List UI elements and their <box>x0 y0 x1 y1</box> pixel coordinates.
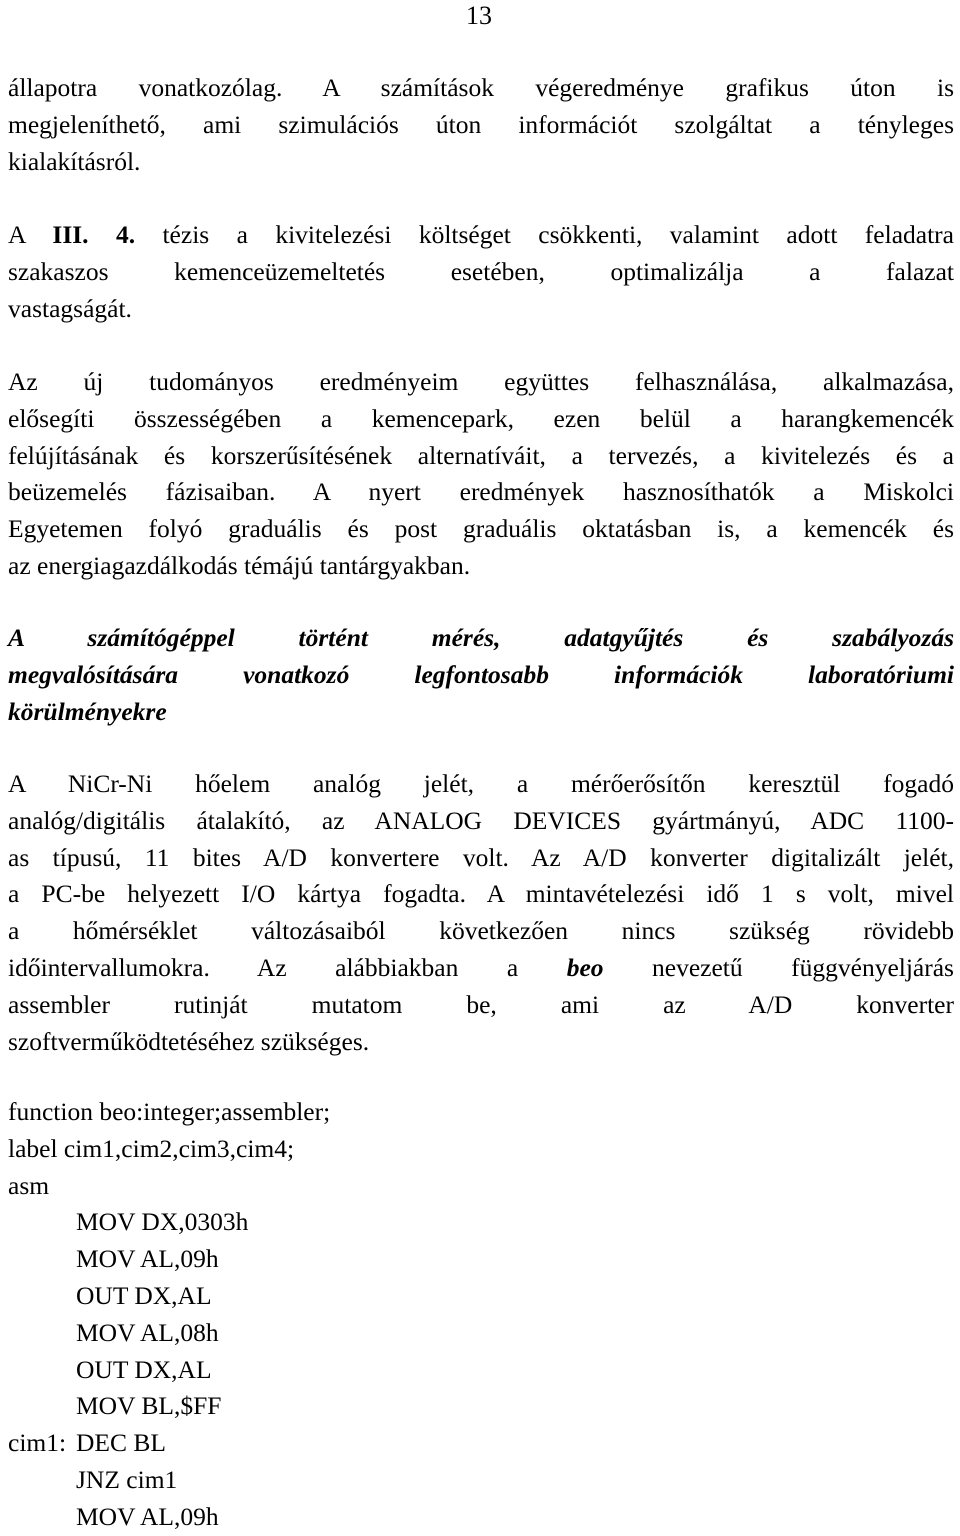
text-line: kialakításról. <box>8 146 141 176</box>
code-line: OUT DX,AL <box>76 1354 212 1384</box>
code-line: MOV AL,09h <box>76 1244 219 1274</box>
paragraph-thesis <box>8 217 954 327</box>
text-segment: A <box>8 220 53 249</box>
code-label: cim1: <box>8 1428 67 1458</box>
text-line: a PC-be helyezett I/O kártya fogadta. A mintavételezési idő 1 s volt, mivel <box>8 879 954 909</box>
text-line: A NiCr-Ni hőelem analóg jelét, a mérőerősítőn keresztül fogadó <box>8 769 954 798</box>
text-line: felújításának és korszerűsítésének alternatíváit, a tervezés, a kivitelezés és a <box>8 440 954 470</box>
code-line <box>8 1425 330 1462</box>
page-number: 13 <box>466 1 492 30</box>
text-segment: nevezetű függvényeljárás <box>603 952 954 982</box>
code-line: MOV BL,$FF <box>76 1391 222 1421</box>
code-listing <box>8 1094 330 1536</box>
text-line: analóg/digitális átalakító, az ANALOG DEVICES gyártmányú, ADC 1100- <box>8 805 954 835</box>
code-line: OUT DX,AL <box>76 1280 212 1310</box>
text-segment: tézis a kivitelezési költséget csökkenti, valamint adott feladatra <box>135 220 954 249</box>
text-line: assembler rutinját mutatom be, ami az A/D konverter <box>8 989 954 1019</box>
text-line <box>8 217 954 254</box>
text-line <box>8 950 954 987</box>
text-line: a hőmérséklet változásaiból következően nincs szükség rövidebb <box>8 916 954 946</box>
text-line: körülményekre <box>8 696 167 726</box>
code-instruction: DEC BL <box>76 1428 166 1458</box>
text-line: as típusú, 11 bites A/D konvertere volt. Az A/D konverter digitalizált jelét, <box>8 842 954 872</box>
code-line: MOV AL,09h <box>76 1501 219 1531</box>
text-line: szoftverműködtetéséhez szükséges. <box>8 1026 370 1056</box>
text-line: beüzemelés fázisaiban. A nyert eredmények hasznosíthatók a Miskolci <box>8 477 954 507</box>
text-segment: időintervallumokra. Az alábbiakban a <box>8 952 567 982</box>
bold-term: III. 4. <box>52 220 136 249</box>
section-heading <box>8 620 954 730</box>
function-name: beo <box>566 952 604 982</box>
text-line: Az új tudományos eredményeim együttes felhasználása, alkalmazása, <box>8 367 954 396</box>
text-line: megjeleníthető, ami szimulációs úton információt szolgáltat a tényleges <box>8 109 954 139</box>
text-line: szakaszos kemenceüzemeltetés esetében, optimalizálja a falazat <box>8 256 954 286</box>
code-line: MOV DX,0303h <box>76 1207 249 1237</box>
code-line: asm <box>8 1170 50 1200</box>
code-line: function beo:integer;assembler; <box>8 1097 331 1126</box>
paragraph-intro <box>8 70 954 180</box>
paragraph-results <box>8 364 954 585</box>
code-line: MOV AL,08h <box>76 1317 219 1347</box>
code-line: JNZ cim1 <box>76 1464 178 1494</box>
text-line: vastagságát. <box>8 293 132 323</box>
text-line: megvalósítására vonatkozó legfontosabb információk laboratóriumi <box>8 659 954 689</box>
paragraph-measurement <box>8 766 954 1060</box>
text-line: Egyetemen folyó graduális és post graduális oktatásban is, a kemencék és <box>8 514 954 544</box>
text-line: A számítógéppel történt mérés, adatgyűjtés és szabályozás <box>8 623 954 652</box>
text-line: állapotra vonatkozólag. A számítások végeredménye grafikus úton is <box>8 73 954 102</box>
text-line: elősegíti összességében a kemencepark, ezen belül a harangkemencék <box>8 403 954 433</box>
code-line: label cim1,cim2,cim3,cim4; <box>8 1133 295 1163</box>
text-line: az energiagazdálkodás témájú tantárgyakban. <box>8 550 471 580</box>
